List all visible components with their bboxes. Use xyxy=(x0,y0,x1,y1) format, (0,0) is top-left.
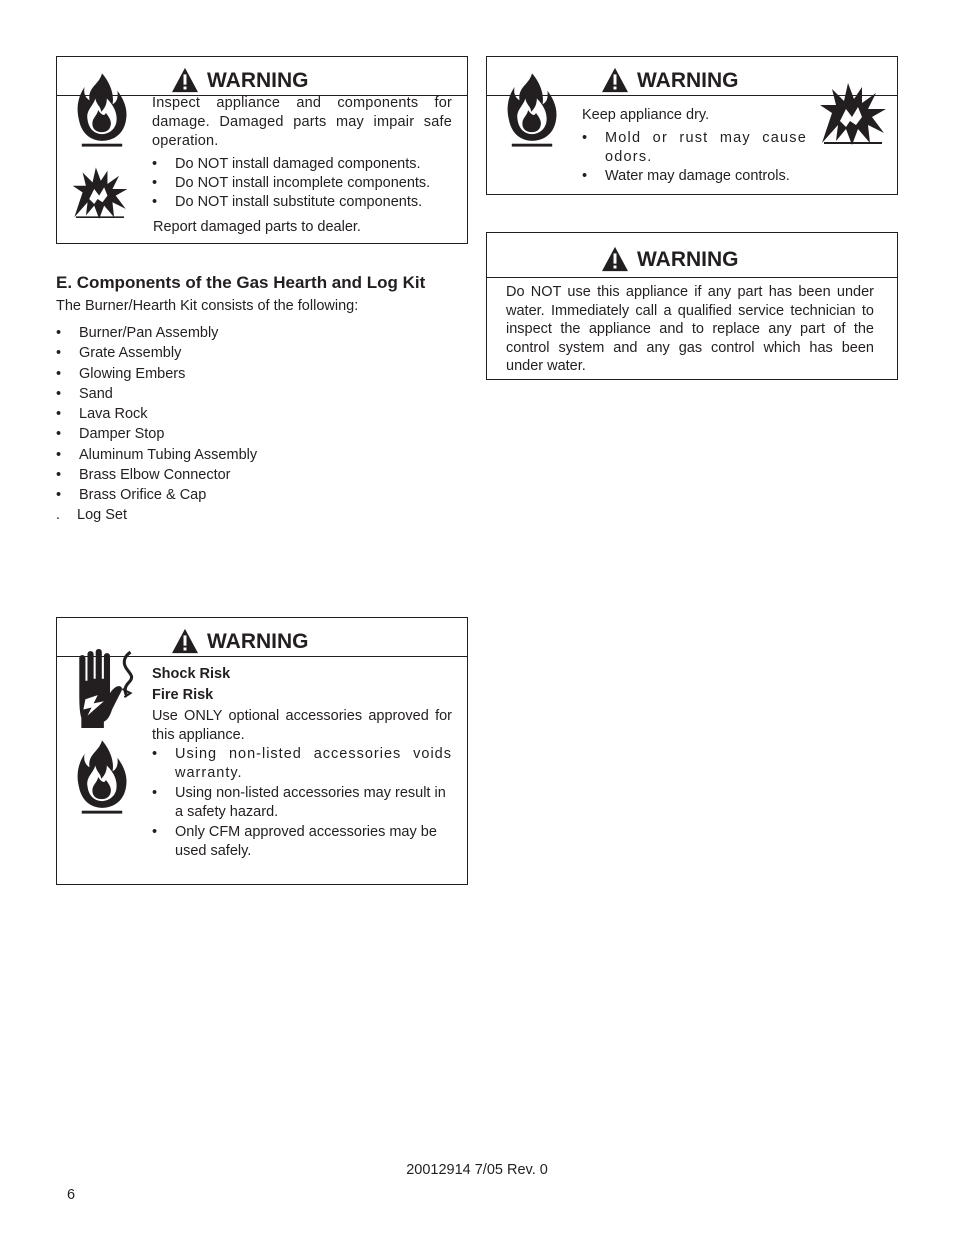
list-item: • Do NOT install incomplete components. xyxy=(152,175,431,191)
section-heading: E. Components of the Gas Hearth and Log Kit xyxy=(56,273,426,292)
warning-triangle-icon xyxy=(601,246,629,272)
list-item: • Mold or rust may cause odors. xyxy=(582,130,807,165)
warning-triangle-icon xyxy=(171,628,199,654)
list-item: • Burner/Pan Assembly xyxy=(56,325,219,341)
page-number: 6 xyxy=(67,1187,76,1203)
section-intro: The Burner/Hearth Kit consists of the following: xyxy=(56,298,359,314)
warning-triangle-icon xyxy=(171,67,199,93)
warning-box-damaged-components xyxy=(56,56,468,244)
warning-header xyxy=(487,233,897,278)
list-item: • Aluminum Tubing Assembly xyxy=(56,446,258,463)
document-code: 20012914 7/05 Rev. 0 xyxy=(406,1162,548,1178)
list-item: • Using non-listed accessories voids warranty. xyxy=(152,746,452,781)
explosion-hazard-icon xyxy=(818,81,888,149)
list-item: • Only CFM approved accessories may be used safely. xyxy=(152,824,437,859)
list-item: • Using non-listed accessories may result in a safety hazard. xyxy=(152,785,446,820)
warning-body: Do NOT use this appliance if any part has been under water. Immediately call a qualified service technician to inspect the appliance and to replace any part of the control system and any gas control which has been under water. xyxy=(506,284,874,375)
shock-hazard-icon xyxy=(73,648,145,730)
list-item: . Log Set xyxy=(56,507,127,524)
list-item: • Lava Rock xyxy=(56,406,148,422)
warning-title: WARNING xyxy=(601,246,739,272)
fire-hazard-icon xyxy=(506,71,558,149)
list-item: • Brass Orifice & Cap xyxy=(56,487,207,503)
warning-box-keep-dry xyxy=(486,56,898,195)
list-item: • Grate Assembly xyxy=(56,345,182,362)
list-item: • Sand xyxy=(56,385,113,402)
warning-intro: Keep appliance dry. xyxy=(582,107,710,123)
fire-hazard-icon xyxy=(76,738,128,816)
list-item: • Glowing Embers xyxy=(56,365,186,382)
fire-hazard-icon xyxy=(76,71,128,149)
risk-heading-shock: Shock Risk xyxy=(152,666,231,682)
list-item: • Damper Stop xyxy=(56,426,165,443)
warning-title: WARNING xyxy=(171,67,309,93)
warning-triangle-icon xyxy=(601,67,629,93)
warning-intro: Use ONLY optional accessories approved for this appliance. xyxy=(152,708,452,743)
warning-title: WARNING xyxy=(171,628,309,654)
warning-box-accessories xyxy=(56,617,468,885)
warning-footer-note: Report damaged parts to dealer. xyxy=(153,219,361,235)
explosion-hazard-icon xyxy=(71,165,129,223)
components-list xyxy=(56,325,257,528)
list-item: • Do NOT install substitute components. xyxy=(152,194,423,210)
list-item: • Do NOT install damaged components. xyxy=(152,156,421,172)
risk-heading-fire: Fire Risk xyxy=(152,687,214,703)
list-item: • Brass Elbow Connector xyxy=(56,466,231,483)
warning-intro: Inspect appliance and components for damage. Damaged parts may impair safe operation. xyxy=(152,95,452,149)
warning-box-water-damage xyxy=(486,232,898,380)
warning-title: WARNING xyxy=(601,67,739,93)
list-item: • Water may damage controls. xyxy=(582,168,790,184)
